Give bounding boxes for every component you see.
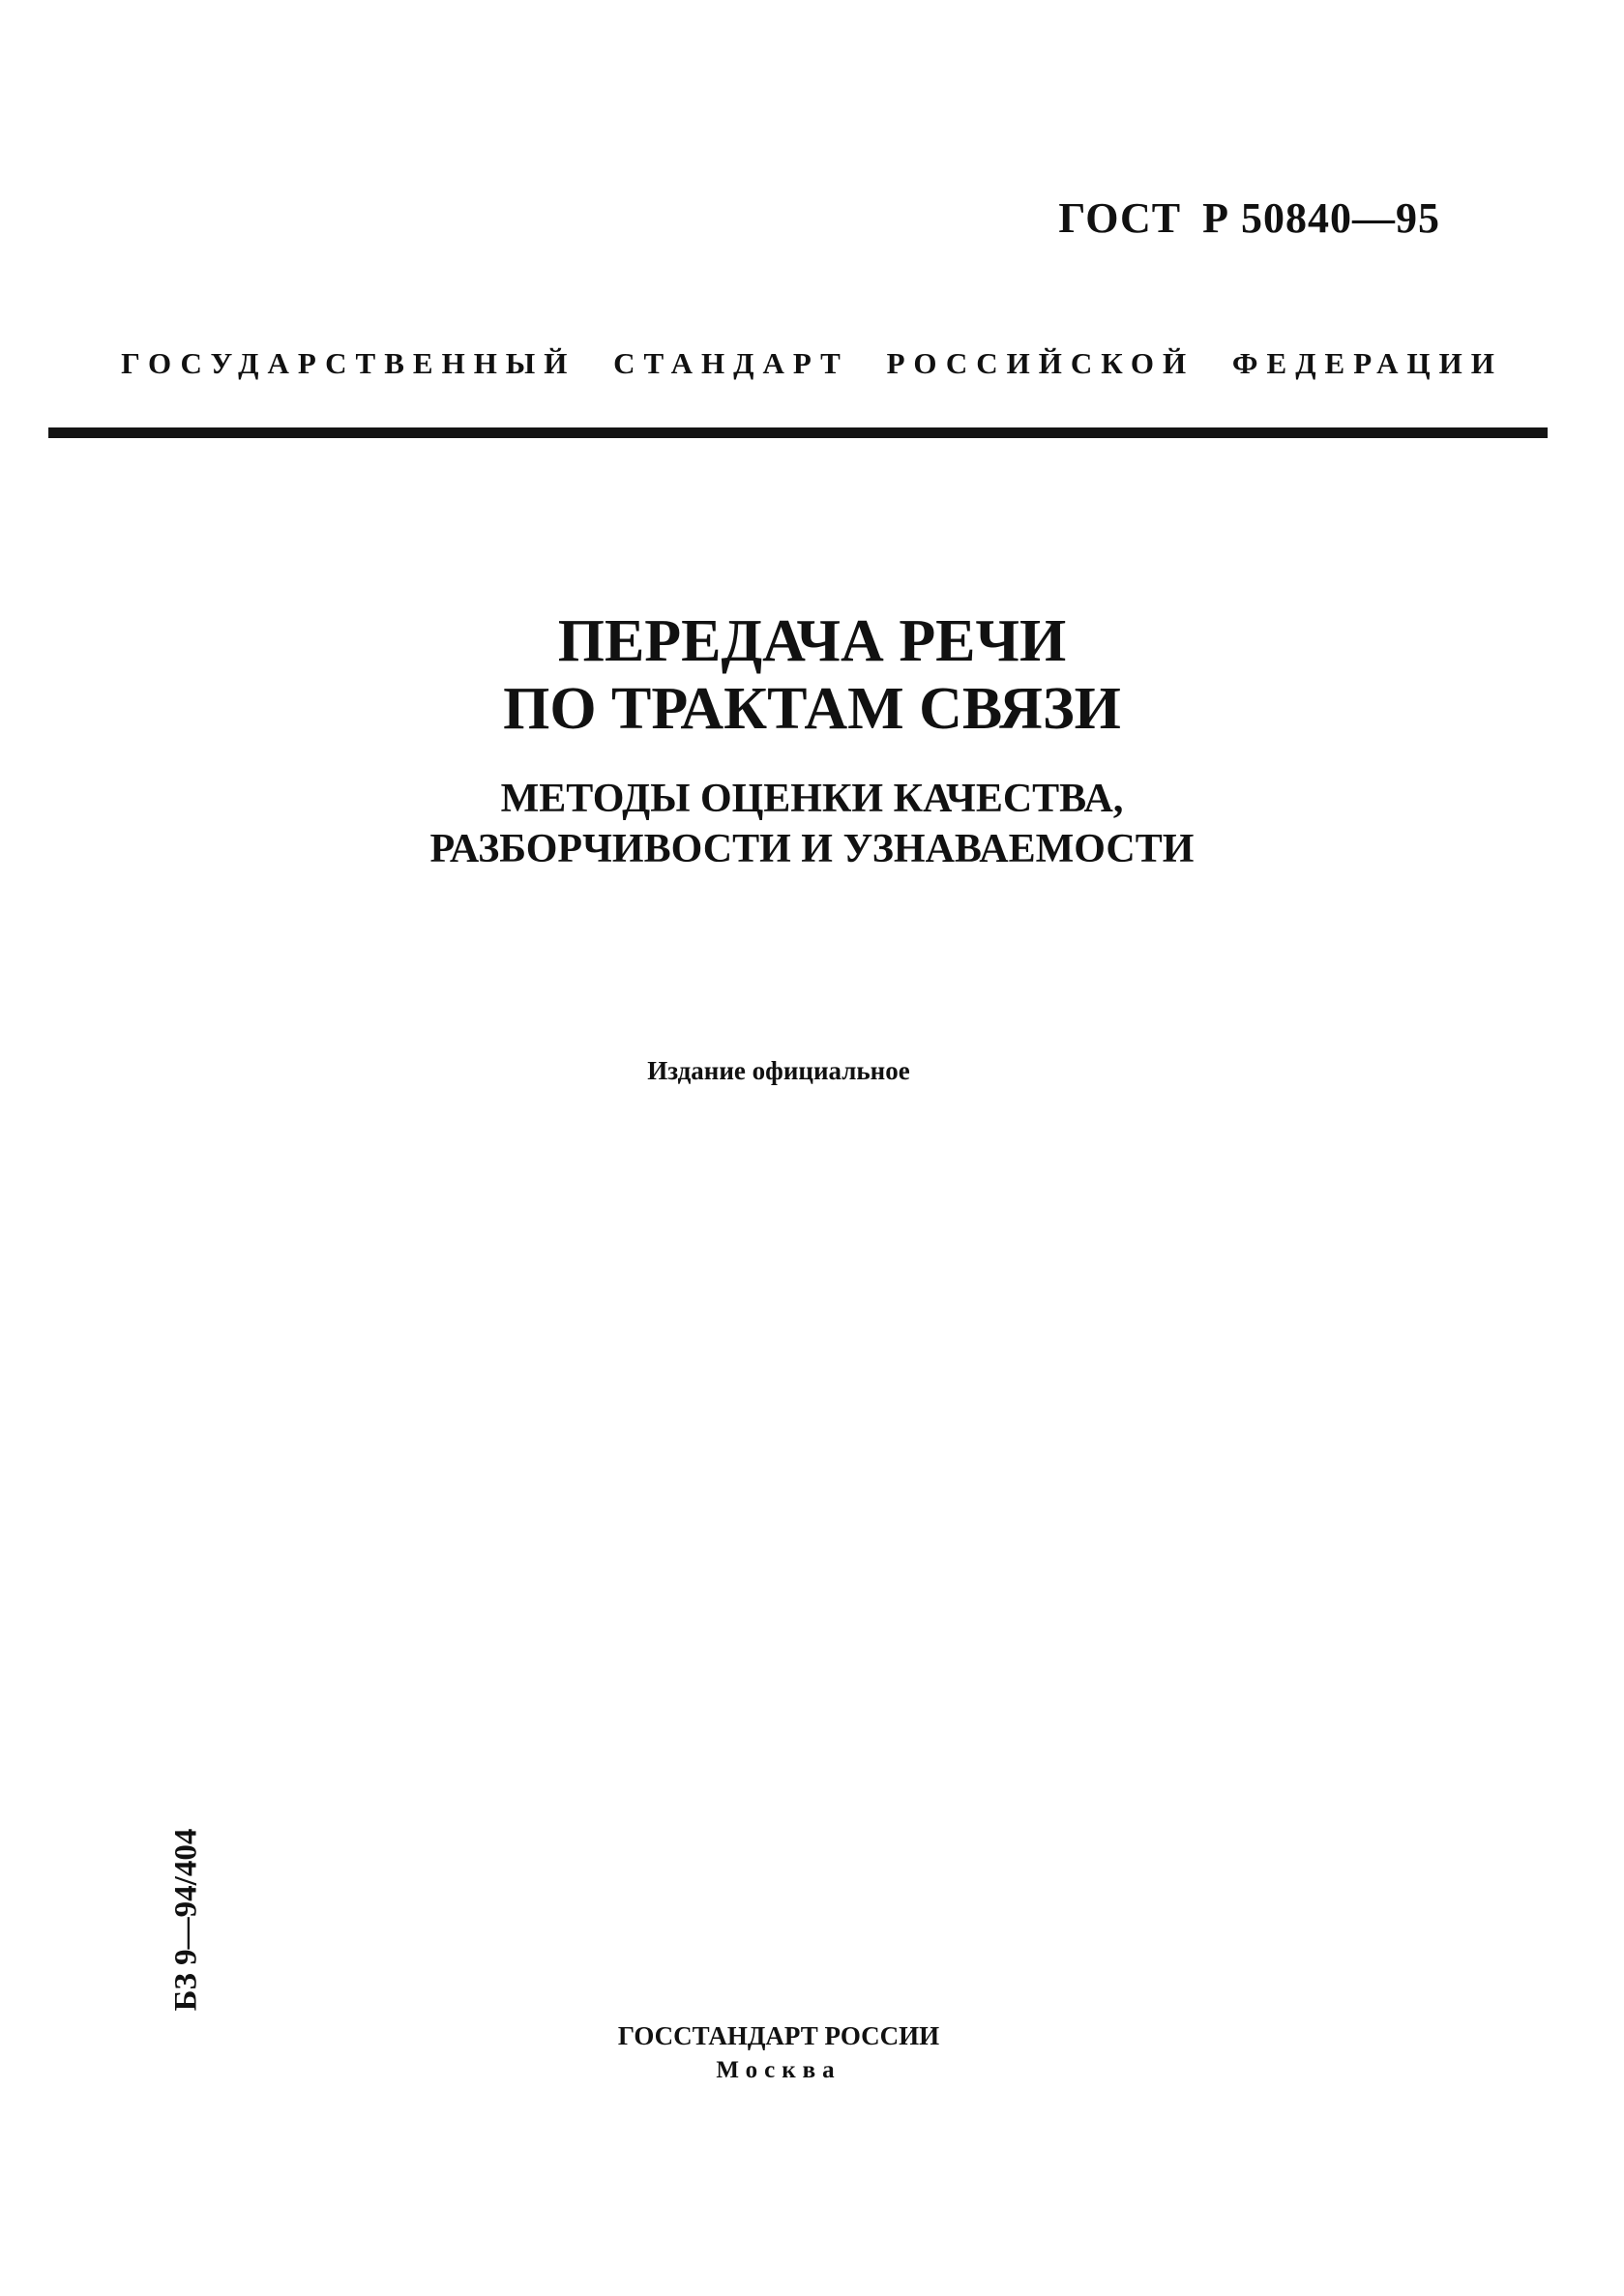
document-subtitle-line-2: РАЗБОРЧИВОСТИ И УЗНАВАЕМОСТИ [429,827,1195,871]
document-title-line-2: ПО ТРАКТАМ СВЯЗИ [503,676,1121,742]
document-subtitle [0,774,1624,874]
document-number [1058,193,1440,243]
publisher-name: ГОССТАНДАРТ РОССИИ [617,2021,940,2050]
document-number-value: Р 50840—95 [1202,194,1440,242]
document-subtitle-line-1: МЕТОДЫ ОЦЕНКИ КАЧЕСТВА, [500,777,1124,821]
document-title-line-1: ПЕРЕДАЧА РЕЧИ [557,608,1067,674]
document-number-prefix: ГОСТ [1058,194,1182,242]
document-title [0,607,1624,743]
header-divider [48,427,1548,438]
publisher-city: Москва [716,2057,842,2083]
side-code: БЗ 9—94/404 [168,1828,204,2012]
standard-type-heading: ГОСУДАРСТВЕННЫЙ СТАНДАРТ РОССИЙСКОЙ ФЕДЕРАЦИИ [121,346,1503,380]
edition-label: Издание официальное [647,1056,910,1085]
